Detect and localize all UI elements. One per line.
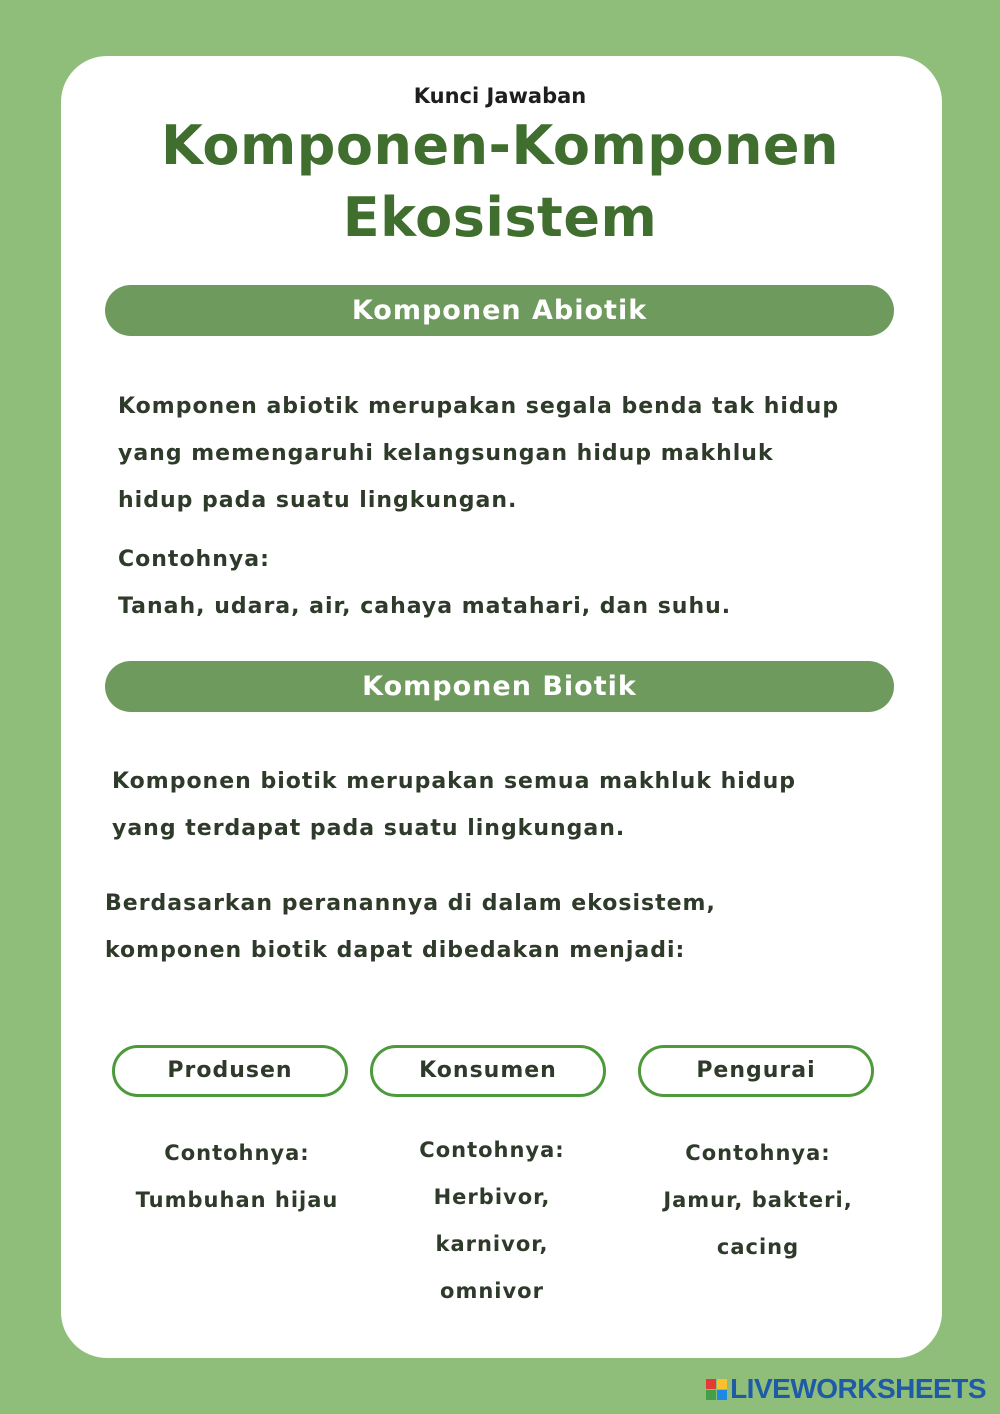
produsen-examples [112, 1130, 362, 1224]
abiotik-example-label: Contohnya: [118, 547, 270, 572]
biotik-role-line: komponen biotik dapat dibedakan menjadi: [105, 938, 686, 963]
example-label: Contohnya: [419, 1138, 565, 1162]
abiotik-example-text: Tanah, udara, air, cahaya matahari, dan suhu. [118, 594, 732, 619]
abiotik-heading: Komponen Abiotik [105, 285, 894, 336]
page-title [0, 110, 1000, 254]
liveworksheets-logo-icon [706, 1379, 727, 1400]
example-label: Contohnya: [164, 1141, 310, 1165]
abiotik-description [118, 383, 898, 524]
example-line: Jamur, bakteri, [663, 1188, 853, 1212]
biotik-roles-intro [105, 880, 895, 974]
abiotik-desc-line: hidup pada suatu lingkungan. [118, 488, 518, 513]
title-line-1: Komponen-Komponen [161, 114, 839, 177]
biotik-desc-line: yang terdapat pada suatu lingkungan. [112, 816, 626, 841]
biotik-role-line: Berdasarkan peranannya di dalam ekosistem, [105, 891, 716, 916]
title-line-2: Ekosistem [342, 186, 658, 249]
example-label: Contohnya: [685, 1141, 831, 1165]
abiotik-desc-line: Komponen abiotik merupakan segala benda tak hidup [118, 394, 840, 419]
example-line: cacing [716, 1235, 800, 1259]
biotik-desc-line: Komponen biotik merupakan semua makhluk hidup [112, 769, 796, 794]
example-line: Herbivor, [433, 1185, 551, 1209]
biotik-description [112, 758, 892, 852]
pengurai-examples [633, 1130, 883, 1271]
liveworksheets-wordmark: LIVEWORKSHEETS [730, 1373, 986, 1404]
liveworksheets-brand[interactable] [706, 1373, 986, 1405]
biotik-heading: Komponen Biotik [105, 661, 894, 712]
abiotik-examples [118, 536, 898, 630]
pengurai-pill: Pengurai [638, 1045, 874, 1097]
konsumen-examples [367, 1127, 617, 1315]
produsen-pill: Produsen [112, 1045, 348, 1097]
abiotik-desc-line: yang memengaruhi kelangsungan hidup makhluk [118, 441, 774, 466]
example-line: omnivor [440, 1279, 544, 1303]
example-line: karnivor, [435, 1232, 549, 1256]
konsumen-pill: Konsumen [370, 1045, 606, 1097]
answer-key-label: Kunci Jawaban [413, 84, 587, 108]
example-line: Tumbuhan hijau [135, 1188, 339, 1212]
